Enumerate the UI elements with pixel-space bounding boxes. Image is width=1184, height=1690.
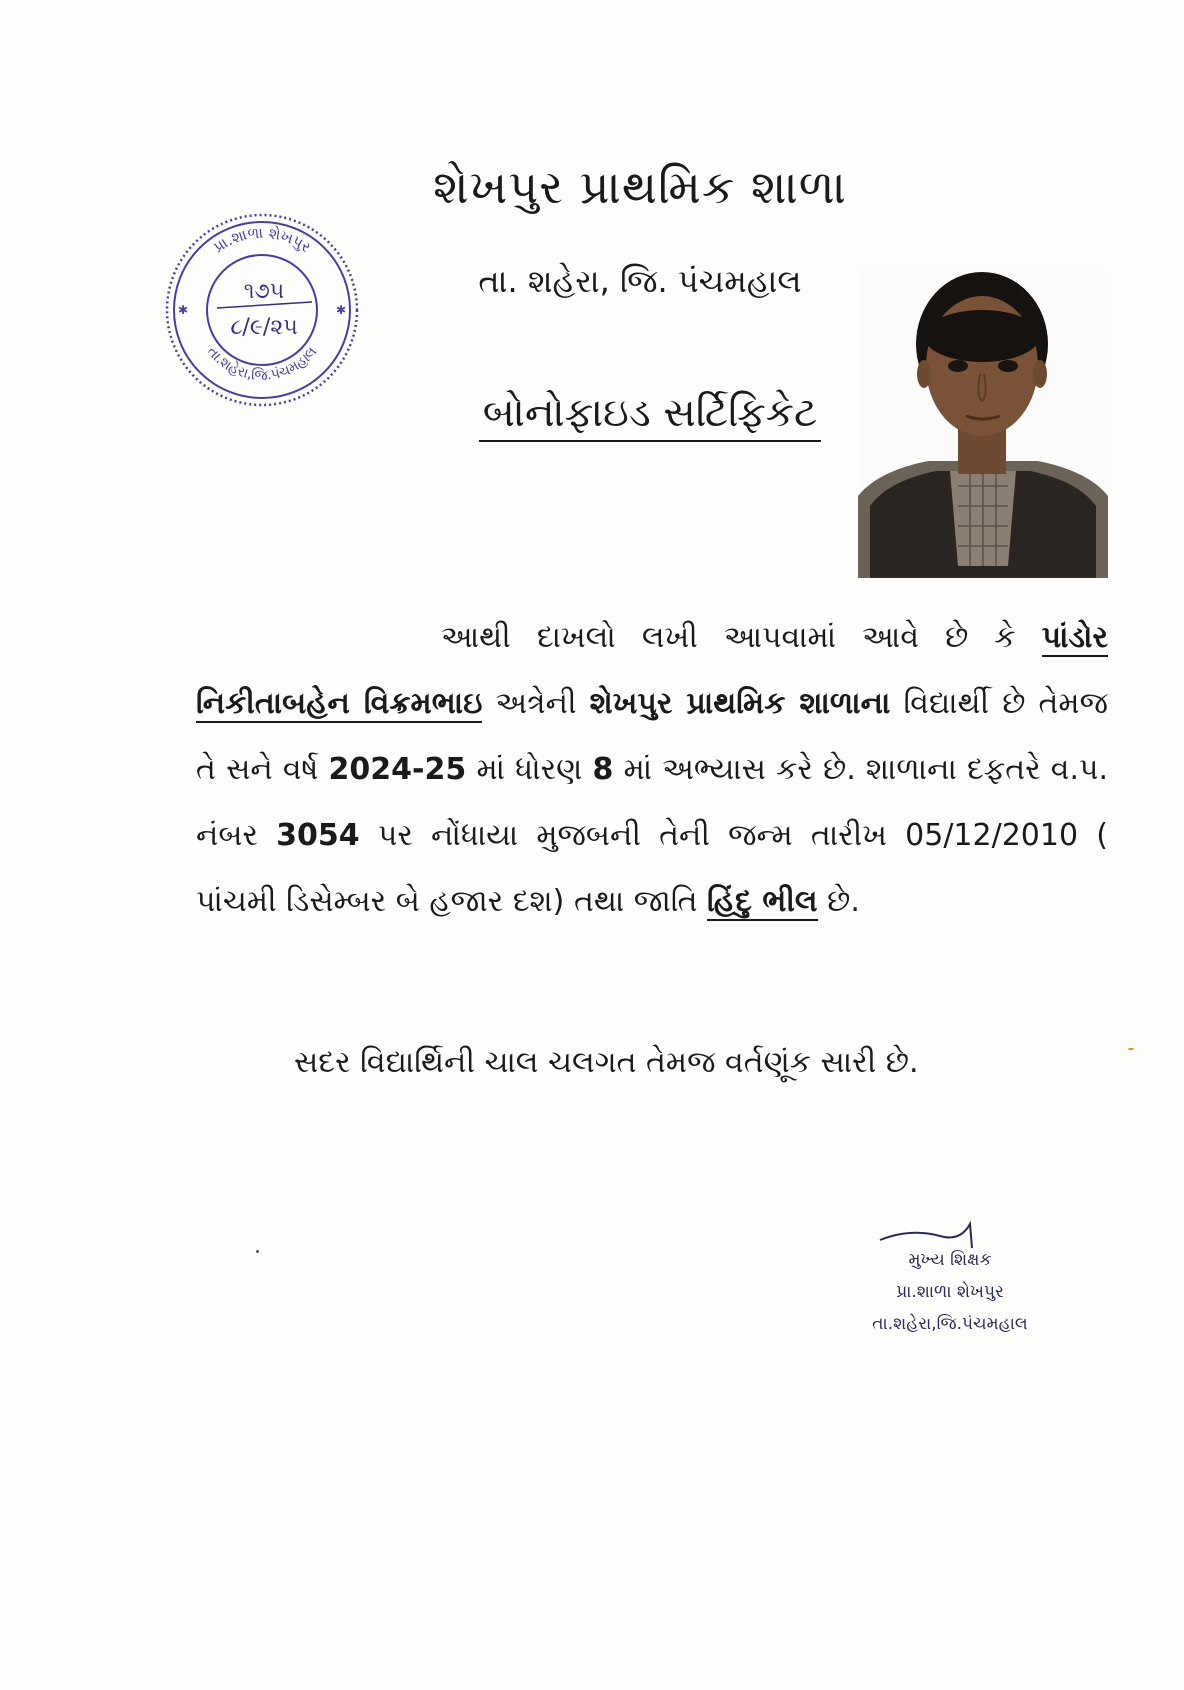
school-name: શેખપુર પ્રાથમિક શાળા <box>433 160 847 214</box>
stamp-star-icon: ✱ <box>336 303 347 317</box>
svg-text:તા.શહેરા,જિ.પંચમહાલ <box>204 344 321 384</box>
student-name: પાંડોર નિકીતાબહેન વિક્રમભાઇ <box>196 620 1108 721</box>
academic-year: 2024-25 <box>328 752 467 787</box>
body-text-studying: માં અભ્યાસ કરે છે. શાળાના દફતરે વ.પ. નંબર <box>196 752 1109 853</box>
signature-title: મુખ્ય શિક્ષક <box>908 1250 992 1270</box>
scan-speck <box>1128 1048 1134 1050</box>
signature-address: તા.શહેરા,જિ.પંચમહાલ <box>872 1314 1028 1334</box>
body-text-student-is: વિદ્યાર્થી છે તેમજ તે સને વર્ષ <box>196 686 1108 787</box>
caste: હિંદુ ભીલ <box>707 884 818 919</box>
date-of-birth-words: ( પાંચમી ડિસેમ્બર બે હજાર દશ) <box>196 818 1108 919</box>
stamp-number: ૧૭૫ <box>243 279 285 304</box>
certificate-title-text: બોનોફાઇડ સર્ટિફિકેટ <box>479 390 822 442</box>
body-text-here: અત્રેની <box>495 686 577 721</box>
stamp-star-icon: ✱ <box>178 303 189 317</box>
standard: 8 <box>592 752 614 787</box>
scan-speck <box>256 1250 259 1253</box>
certificate-body <box>196 605 1108 935</box>
stamp-lettering-bottom: તા.શહેરા,જિ.પંચમહાલ <box>203 343 321 384</box>
body-text-in-std: માં ધોરણ <box>476 752 583 787</box>
body-text-caste: તથા જાતિ <box>573 884 698 919</box>
conduct-text: સદર વિદ્યાર્થિની ચાલ ચલગત તેમજ વર્તણૂંક સારી છે. <box>294 1045 919 1080</box>
stamp-date: ૮/૯/૨૫ <box>230 315 298 340</box>
svg-text:પ્રા.શાળા શેખપુર <box>210 224 314 257</box>
register-number: 3054 <box>276 818 360 853</box>
school-stamp <box>162 210 362 410</box>
body-text-dob: પર નોંધાયા મુજબની તેની જન્મ તારીખ <box>377 818 887 853</box>
intro-text: આથી દાખલો લખી આપવામાં આવે છે કે <box>441 620 1016 655</box>
stamp-lettering-top: પ્રા.શાળા શેખપુર <box>210 223 315 257</box>
headmaster-signature <box>820 1218 1080 1358</box>
body-text-end: છે. <box>827 884 860 919</box>
student-photo <box>858 266 1108 578</box>
signature-school: પ્રા.શાળા શેખપુર <box>896 1282 1004 1302</box>
school-name-inline: શેખપુર પ્રાથમિક શાળાના <box>589 686 891 721</box>
date-of-birth: 05/12/2010 <box>905 818 1079 853</box>
school-address: તા. શહેરા, જિ. પંચમહાલ <box>478 262 802 300</box>
conduct-statement <box>196 1030 1108 1096</box>
certificate-title <box>440 390 860 436</box>
